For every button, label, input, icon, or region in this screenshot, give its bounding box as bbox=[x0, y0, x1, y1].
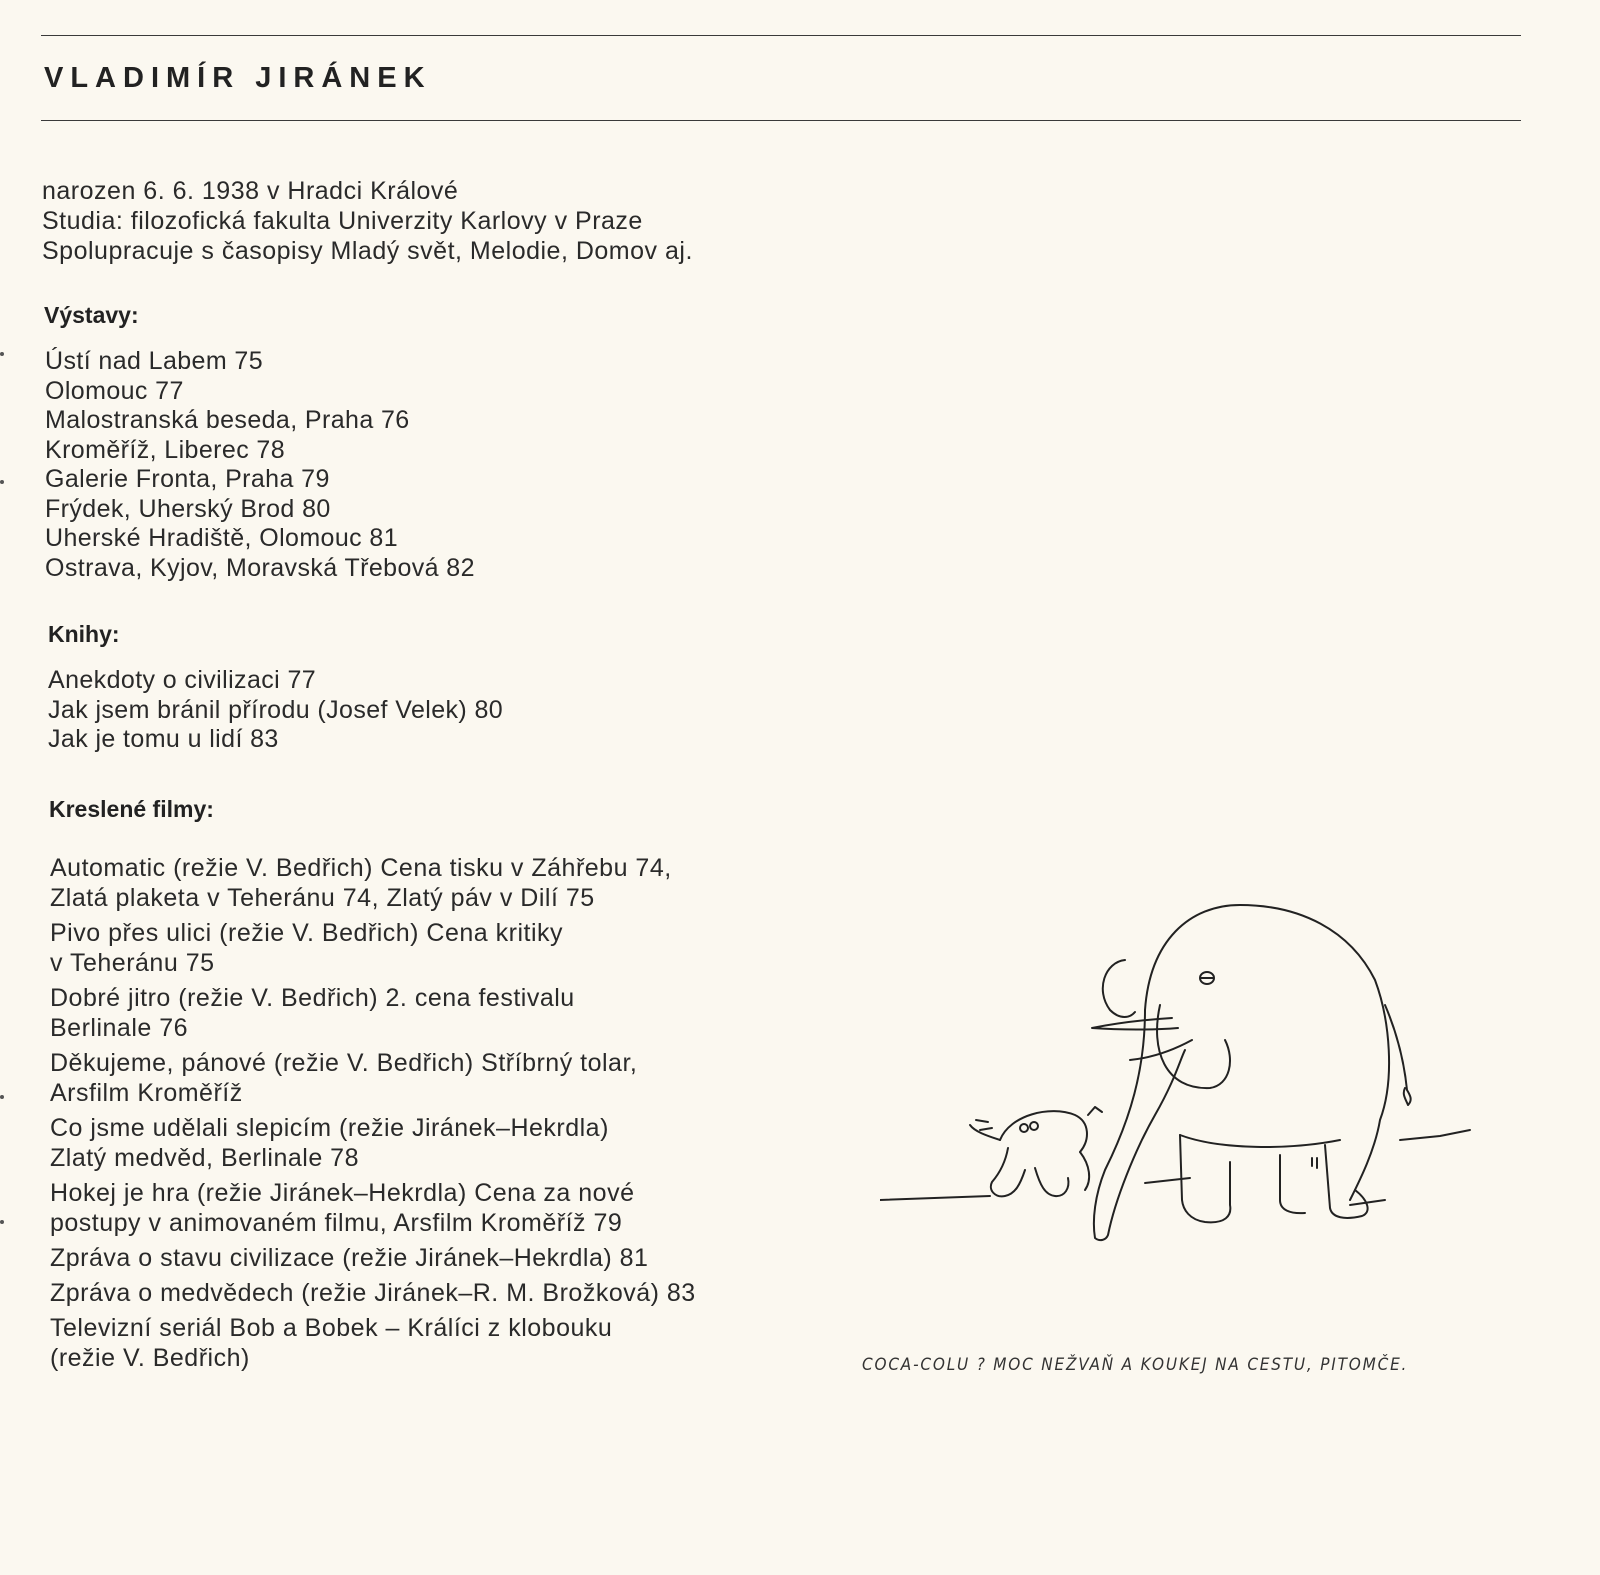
list-item: Ústí nad Labem 75 bbox=[45, 347, 264, 375]
list-item bbox=[50, 853, 780, 913]
top-rule bbox=[41, 35, 1521, 36]
biography bbox=[42, 176, 693, 266]
margin-dot bbox=[0, 1095, 4, 1099]
author-name: VLADIMÍR JIRÁNEK bbox=[44, 62, 432, 94]
baby-elephant bbox=[970, 1125, 1000, 1140]
film-line: (režie V. Bedřich) bbox=[50, 1344, 250, 1372]
list-item: Jak jsem bránil přírodu (Josef Velek) 80 bbox=[48, 695, 504, 724]
ground-line bbox=[880, 1196, 990, 1200]
list-item: Jak je tomu u lidí 83 bbox=[48, 725, 279, 753]
film-line: Pivo přes ulici (režie V. Bedřich) Cena kritiky bbox=[50, 919, 564, 947]
list-item: Kroměříž, Liberec 78 bbox=[45, 435, 286, 464]
ground-line bbox=[1400, 1130, 1470, 1140]
films-list bbox=[50, 853, 780, 1378]
film-line: Televizní seriál Bob a Bobek – Králíci z klobouku bbox=[50, 1314, 613, 1342]
elephant-leg bbox=[1280, 1155, 1305, 1213]
elephant-leg bbox=[1312, 1158, 1317, 1168]
list-item: Anekdoty o civilizaci 77 bbox=[48, 666, 317, 694]
books-list bbox=[48, 666, 503, 755]
film-line: v Teheránu 75 bbox=[50, 949, 215, 977]
elephant-cheek bbox=[1103, 960, 1135, 1017]
baby-elephant bbox=[1088, 1107, 1102, 1115]
films-heading: Kreslené filmy: bbox=[49, 796, 214, 822]
list-item bbox=[50, 918, 780, 978]
film-line: Zlatý medvěd, Berlinale 78 bbox=[50, 1144, 359, 1172]
bio-line: Spolupracuje s časopisy Mladý svět, Melodie, Domov aj. bbox=[42, 237, 693, 265]
list-item bbox=[50, 1313, 780, 1373]
baby-elephant bbox=[1080, 1152, 1089, 1190]
list-item bbox=[50, 1048, 780, 1108]
film-line: postupy v animovaném filmu, Arsfilm Kroměříž 79 bbox=[50, 1209, 623, 1237]
elephant-tusk bbox=[1092, 1018, 1178, 1030]
film-line: Dobré jitro (režie V. Bedřich) 2. cena festivalu bbox=[50, 984, 575, 1012]
list-item bbox=[50, 1243, 780, 1273]
elephant-trunk bbox=[1094, 1010, 1185, 1240]
list-item: Malostranská beseda, Praha 76 bbox=[45, 406, 410, 434]
elephant-leg bbox=[1325, 1145, 1368, 1218]
list-item: Olomouc 77 bbox=[45, 376, 184, 405]
cartoon-caption: COCA-COLU ? MOC NEŽVAŇ A KOUKEJ NA CESTU, PITOMČE. bbox=[862, 1355, 1409, 1375]
list-item: Galerie Fronta, Praha 79 bbox=[45, 465, 330, 493]
list-item: Frýdek, Uherský Brod 80 bbox=[45, 494, 331, 523]
exhibitions-heading: Výstavy: bbox=[44, 302, 139, 328]
film-line: Co jsme udělali slepicím (režie Jiránek–Hekrdla) bbox=[50, 1114, 609, 1142]
exhibitions-list bbox=[45, 347, 475, 583]
margin-dot bbox=[0, 480, 4, 484]
list-item: Uherské Hradiště, Olomouc 81 bbox=[45, 524, 399, 552]
baby-elephant bbox=[976, 1120, 992, 1130]
film-line: Berlinale 76 bbox=[50, 1014, 189, 1042]
baby-elephant bbox=[1000, 1111, 1087, 1152]
ground-line bbox=[1145, 1178, 1190, 1183]
film-line: Automatic (režie V. Bedřich) Cena tisku v Záhřebu 74, bbox=[50, 854, 672, 882]
list-item bbox=[50, 1278, 780, 1308]
list-item bbox=[50, 983, 780, 1043]
film-line: Zpráva o stavu civilizace (režie Jiránek–Hekrdla) 81 bbox=[50, 1244, 649, 1272]
baby-elephant bbox=[991, 1148, 1025, 1196]
bio-line: Studia: filozofická fakulta Univerzity Karlovy v Praze bbox=[42, 207, 643, 235]
list-item bbox=[50, 1178, 780, 1238]
margin-dot bbox=[0, 1220, 4, 1224]
list-item: Ostrava, Kyjov, Moravská Třebová 82 bbox=[45, 553, 475, 582]
film-line: Zlatá plaketa v Teheránu 74, Zlatý páv v Dilí 75 bbox=[50, 884, 595, 912]
film-line: Děkujeme, pánové (režie V. Bedřich) Stříbrný tolar, bbox=[50, 1049, 638, 1077]
books-heading: Knihy: bbox=[48, 621, 120, 647]
elephant-belly bbox=[1180, 1135, 1340, 1147]
list-item bbox=[50, 1113, 780, 1173]
elephant-cartoon-illustration bbox=[880, 900, 1520, 1260]
film-line: Arsfilm Kroměříž bbox=[50, 1079, 243, 1107]
film-line: Hokej je hra (režie Jiránek–Hekrdla) Cena za nové bbox=[50, 1179, 635, 1207]
baby-elephant bbox=[1030, 1122, 1038, 1130]
margin-dot bbox=[0, 352, 4, 356]
baby-elephant bbox=[1020, 1124, 1028, 1132]
bio-line: narozen 6. 6. 1938 v Hradci Králové bbox=[42, 177, 459, 205]
bottom-rule bbox=[41, 120, 1521, 121]
baby-elephant bbox=[1035, 1168, 1068, 1196]
film-line: Zpráva o medvědech (režie Jiránek–R. M. Brožková) 83 bbox=[50, 1279, 696, 1307]
